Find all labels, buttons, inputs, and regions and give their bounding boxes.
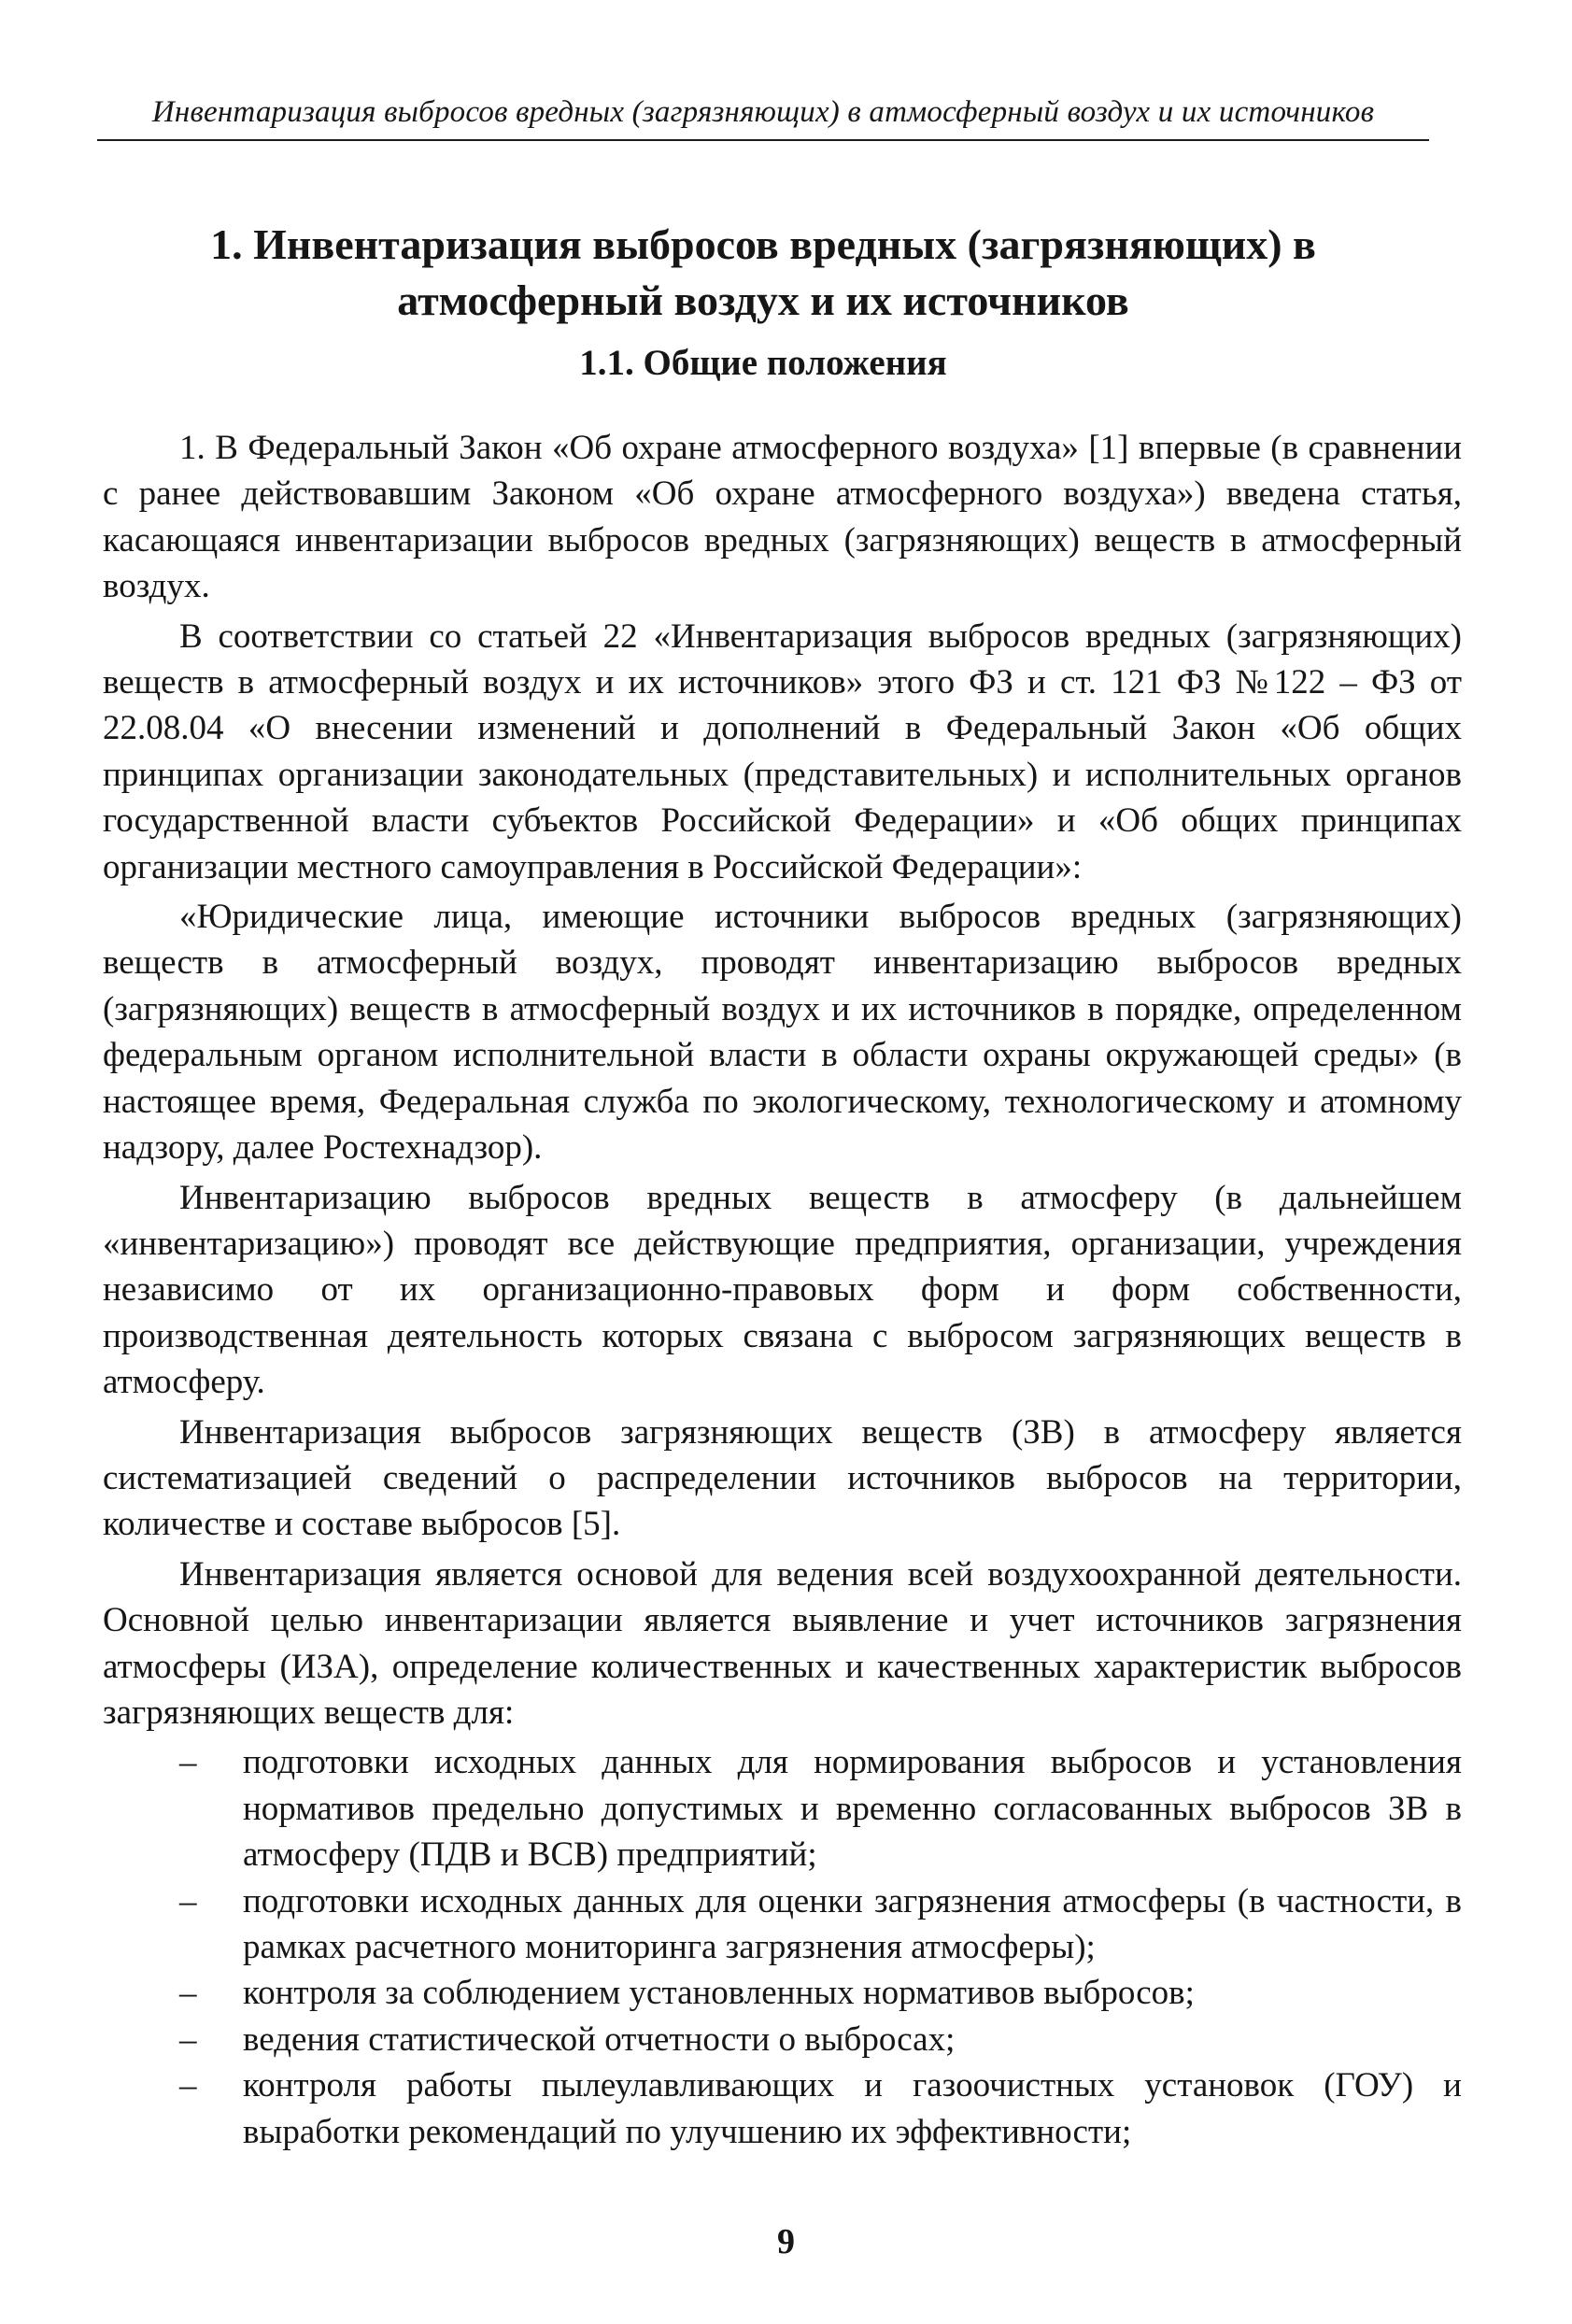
chapter-title bbox=[97, 217, 1429, 329]
chapter-title-line-2: атмосферный воздух и их источников bbox=[397, 276, 1129, 324]
header-rule bbox=[97, 139, 1429, 141]
purpose-list bbox=[103, 1739, 1462, 2155]
list-item-text: контроля за соблюдением установленных нормативов выбросов; bbox=[243, 1974, 1195, 2013]
list-item-text: ведения статистической отчетности о выбросах; bbox=[243, 2019, 956, 2059]
list-item-text: подготовки исходных данных для нормирования выбросов и установления нормативов предельно допустимых и временно согласованных выбросов ЗВ в атмосферу (ПДВ и ВСВ) предприятий; bbox=[243, 1743, 1462, 1875]
dash-marker: – bbox=[179, 2066, 197, 2105]
list-item bbox=[103, 2017, 1462, 2062]
body-text bbox=[103, 425, 1462, 2155]
paragraph-5: Инвентаризация выбросов загрязняющих веществ (ЗВ) в атмосферу является систематизацией сведений о распределении источников выбросов на территории, количестве и составе выбросов [5]. bbox=[103, 1412, 1462, 1544]
list-item bbox=[103, 1739, 1462, 1878]
paragraph-4: Инвентаризацию выбросов вредных веществ в атмосферу (в дальнейшем «инвентаризацию») проводят все действующие предприятия, организации, учреждения независимо от их организационно-правовых форм и форм собственности, производственная деятельность которых связана с выбросом загрязняющих веществ в атмосферу. bbox=[103, 1178, 1462, 1402]
dash-marker: – bbox=[179, 1974, 197, 2013]
section-title: 1.1. Общие положения bbox=[579, 343, 947, 383]
paragraph-1: 1. В Федеральный Закон «Об охране атмосферного воздуха» [1] впервые (в сравнении с ранее действовавшим Законом «Об охране атмосферного воздуха») введена статья, касающаяся инвентаризации выбросов вредных (загрязняющих) веществ в атмосферный воздух. bbox=[103, 429, 1462, 606]
dash-marker: – bbox=[179, 1881, 197, 1920]
list-item bbox=[103, 2062, 1462, 2155]
paragraph-2: В соответствии со статьей 22 «Инвентаризация выбросов вредных (загрязняющих) веществ в атмосферный воздух и их источников» этого ФЗ и ст. 121 ФЗ №122 – ФЗ от 22.08.04 «О внесении изменений и дополнений в Федеральный Закон «Об общих принципах организации законодательных (представительных) и исполнительных органов государственной власти субъектов Российской Федерации» и «Об общих принципах организации местного самоуправления в Российской Федерации»: bbox=[103, 616, 1462, 886]
chapter-title-line-1: 1. Инвентаризация выбросов вредных (загрязняющих) в bbox=[210, 220, 1316, 268]
page-number: 9 bbox=[777, 2222, 795, 2261]
dash-marker: – bbox=[179, 2019, 197, 2059]
list-item bbox=[103, 1878, 1462, 1971]
dash-marker: – bbox=[179, 1743, 197, 1782]
list-item-text: подготовки исходных данных для оценки загрязнения атмосферы (в частности, в рамках расчетного мониторинга загрязнения атмосферы); bbox=[243, 1881, 1462, 1966]
paragraph-6: Инвентаризация является основой для ведения всей воздухоохранной деятельности. Основной целью инвентаризации является выявление и учет источников загрязнения атмосферы (ИЗА), определение количественных и качественных характеристик выбросов загрязняющих веществ для: bbox=[103, 1554, 1462, 1732]
list-item bbox=[103, 1970, 1462, 2016]
paragraph-3-quote: «Юридические лица, имеющие источники выбросов вредных (загрязняющих) веществ в атмосферный воздух, проводят инвентаризацию выбросов вредных (загрязняющих) веществ в атмосферный воздух и их источников в порядке, определенном федеральным органом исполнительной власти в области охраны окружающей среды» (в настоящее время, Федеральная служба по экологическому, технологическому и атомному надзору, далее Ростехнадзор). bbox=[103, 898, 1462, 1168]
list-item-text: контроля работы пылеулавливающих и газоочистных установок (ГОУ) и выработки рекомендаций по улучшению их эффективности; bbox=[243, 2066, 1462, 2151]
running-header: Инвентаризация выбросов вредных (загрязняющих) в атмосферный воздух и их источников bbox=[151, 95, 1375, 129]
